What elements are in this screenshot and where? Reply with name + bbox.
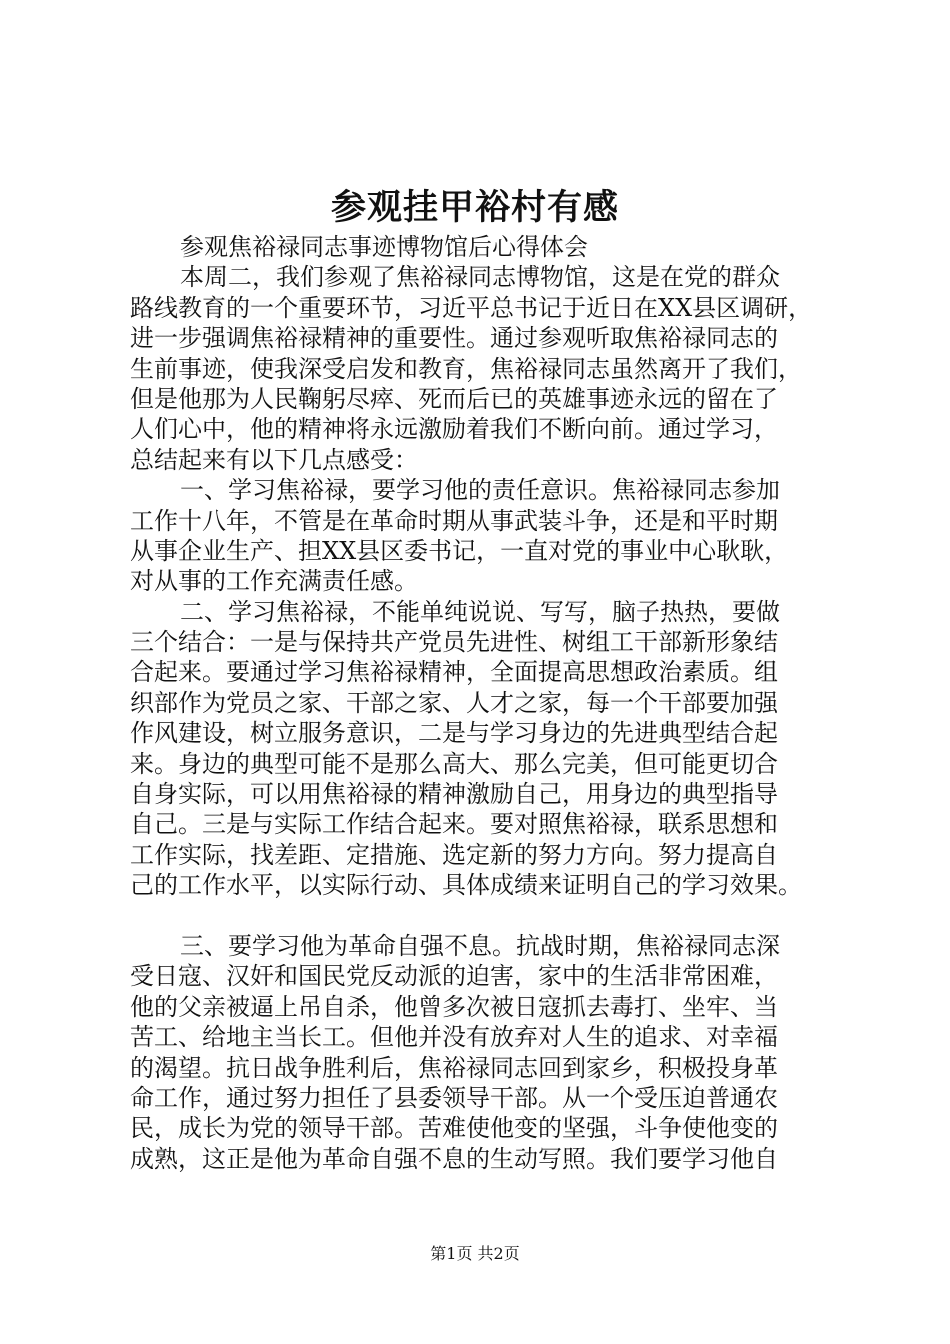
text-line: 二、学习焦裕禄，不能单纯说说、写写，脑子热热，要做: [180, 597, 780, 626]
text-line: 民，成长为党的领导干部。苦难使他变的坚强，斗争使他变的: [130, 1114, 778, 1143]
document-title: 参观挂甲裕村有感: [330, 187, 619, 228]
text-line: 合起来。要通过学习焦裕禄精神，全面提高思想政治素质。组: [130, 658, 778, 687]
text-line: 工作实际，找差距、定措施、选定新的努力方向。努力提高自: [130, 840, 778, 869]
text-line: 路线教育的一个重要环节，习近平总书记于近日在XX县区调研，: [130, 293, 813, 322]
text-line: 自己。三是与实际工作结合起来。要对照焦裕禄，联系思想和: [130, 810, 778, 839]
text-line: 三、要学习他为革命自强不息。抗战时期，焦裕禄同志深: [180, 931, 780, 960]
text-line: 作风建设，树立服务意识，二是与学习身边的先进典型结合起: [130, 719, 778, 748]
text-line: 一、学习焦裕禄，要学习他的责任意识。焦裕禄同志参加: [180, 476, 780, 505]
text-line: 命工作，通过努力担任了县委领导干部。从一个受压迫普通农: [130, 1083, 778, 1112]
text-line: 成熟，这正是他为革命自强不息的生动写照。我们要学习他自: [130, 1144, 778, 1173]
page-footer: 第1页 共2页: [430, 1244, 520, 1263]
text-line: 他的父亲被逼上吊自杀，他曾多次被日寇抓去毒打、坐牢、当: [130, 992, 778, 1021]
text-line: 织部作为党员之家、干部之家、人才之家，每一个干部要加强: [130, 688, 778, 717]
text-line: 工作十八年，不管是在革命时期从事武装斗争，还是和平时期: [130, 506, 778, 535]
text-line: 的渴望。抗日战争胜利后，焦裕禄同志回到家乡，积极投身革: [130, 1053, 778, 1082]
text-line: 对从事的工作充满责任感。: [130, 567, 418, 596]
text-line: 总结起来有以下几点感受：: [130, 445, 418, 474]
text-line: 三个结合：一是与保持共产党员先进性、树组工干部新形象结: [130, 628, 778, 657]
text-line: 来。身边的典型可能不是那么高大、那么完美，但可能更切合: [130, 749, 778, 778]
blank-line: [130, 901, 830, 931]
text-line: 但是他那为人民鞠躬尽瘁、死而后已的英雄事迹永远的留在了: [130, 384, 778, 413]
text-line: 本周二，我们参观了焦裕禄同志博物馆，这是在党的群众: [180, 263, 780, 292]
text-line: 受日寇、汉奸和国民党反动派的迫害，家中的生活非常困难，: [130, 962, 778, 991]
text-line: 进一步强调焦裕禄精神的重要性。通过参观听取焦裕禄同志的: [130, 324, 778, 353]
text-line: 己的工作水平，以实际行动、具体成绩来证明自己的学习效果。: [130, 871, 802, 900]
text-line: 苦工、给地主当长工。但他并没有放弃对人生的追求、对幸福: [130, 1023, 778, 1052]
document-body: [130, 232, 830, 1174]
text-line: 从事企业生产、担XX县区委书记，一直对党的事业中心耿耿，: [130, 536, 789, 565]
text-line: 人们心中，他的精神将永远激励着我们不断向前。通过学习，: [130, 415, 778, 444]
text-line: 生前事迹，使我深受启发和教育，焦裕禄同志虽然离开了我们，: [130, 354, 802, 383]
text-line: 自身实际，可以用焦裕禄的精神激励自己，用身边的典型指导: [130, 780, 778, 809]
text-line: 参观焦裕禄同志事迹博物馆后心得体会: [180, 233, 588, 261]
